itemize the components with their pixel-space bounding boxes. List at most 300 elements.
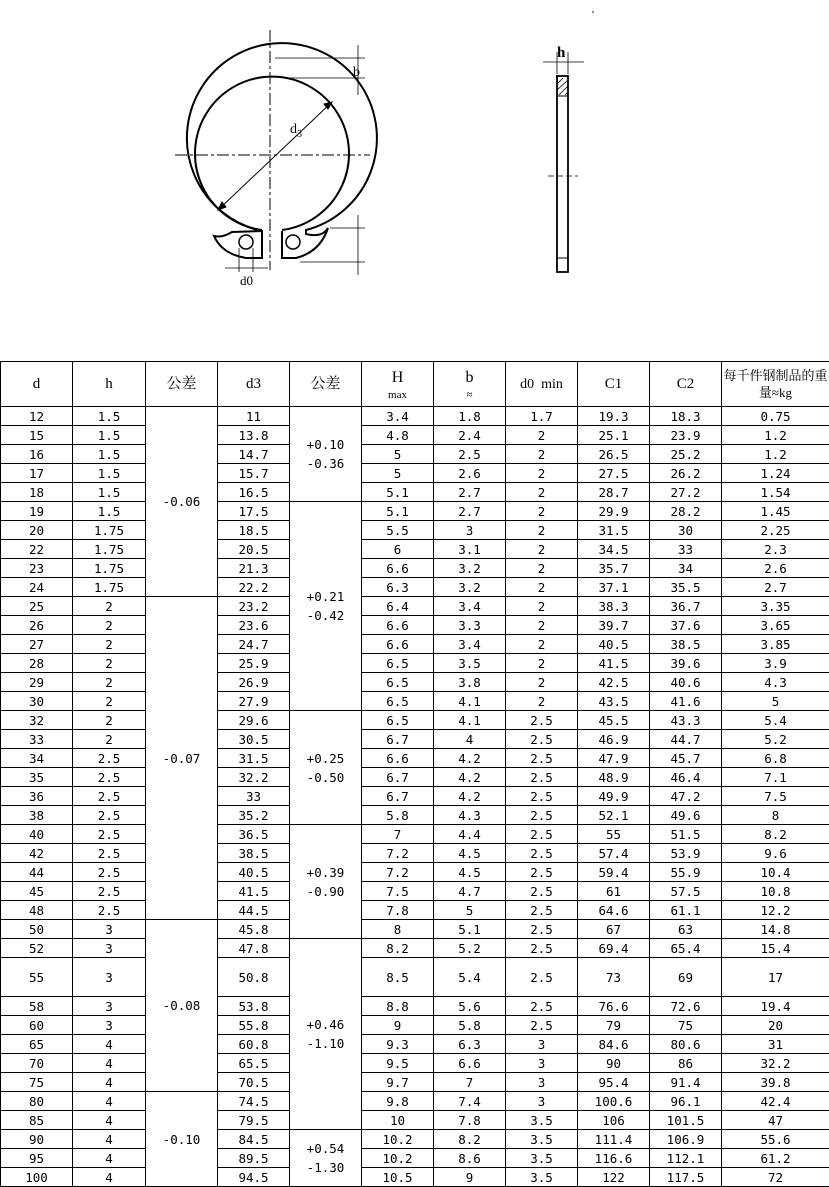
cell-d: 45: [1, 882, 73, 901]
cell-d0: 2.5: [506, 768, 578, 787]
table-row: [1, 958, 829, 997]
table-row: [1, 426, 829, 445]
cell-C1: 48.9: [578, 768, 650, 787]
cell-b: 3.1: [434, 540, 506, 559]
cell-C2: 39.6: [650, 654, 722, 673]
cell-w: 14.8: [722, 920, 829, 939]
cell-H: 6.7: [362, 768, 434, 787]
cell-b: 2.6: [434, 464, 506, 483]
cell-d3: 31.5: [218, 749, 290, 768]
cell-d3: 23.2: [218, 597, 290, 616]
cell-d3: 27.9: [218, 692, 290, 711]
cell-C1: 26.5: [578, 445, 650, 464]
table-row: [1, 1016, 829, 1035]
lug-hole-left: [239, 235, 253, 249]
cell-b: 4.1: [434, 692, 506, 711]
cell-H: 4.8: [362, 426, 434, 445]
cell-C2: 91.4: [650, 1073, 722, 1092]
cell-b: 4.1: [434, 711, 506, 730]
cell-b: 9: [434, 1168, 506, 1187]
cell-C2: 96.1: [650, 1092, 722, 1111]
table-row: [1, 1130, 829, 1149]
cell-h: 2.5: [73, 844, 146, 863]
cell-w: 6.8: [722, 749, 829, 768]
cell-d0: 2: [506, 654, 578, 673]
cell-h: 4: [73, 1149, 146, 1168]
cell-w: 2.6: [722, 559, 829, 578]
cell-d3: 53.8: [218, 997, 290, 1016]
table-row: [1, 1111, 829, 1130]
cell-b: 3.2: [434, 578, 506, 597]
cell-h: 4: [73, 1092, 146, 1111]
cell-d0: 2.5: [506, 825, 578, 844]
cell-b: 6.3: [434, 1035, 506, 1054]
cell-d3: 11: [218, 407, 290, 426]
d3-tolerance-cell: [290, 939, 362, 1130]
cell-b: 3: [434, 521, 506, 540]
cell-H: 6.6: [362, 635, 434, 654]
cell-d: 95: [1, 1149, 73, 1168]
cell-d0: 2: [506, 483, 578, 502]
cell-H: 6.6: [362, 559, 434, 578]
cell-d: 25: [1, 597, 73, 616]
cell-C2: 61.1: [650, 901, 722, 920]
cell-w: 8.2: [722, 825, 829, 844]
cell-b: 4.5: [434, 863, 506, 882]
cell-H: 7.2: [362, 844, 434, 863]
header-weight: 每千件钢制品的重量≈kg: [722, 362, 829, 407]
label-d0: d0: [240, 273, 253, 288]
cell-H: 6.5: [362, 692, 434, 711]
cell-C2: 28.2: [650, 502, 722, 521]
cell-C1: 95.4: [578, 1073, 650, 1092]
cell-C1: 67: [578, 920, 650, 939]
cell-d0: 2: [506, 521, 578, 540]
cell-H: 5.1: [362, 502, 434, 521]
table-row: [1, 578, 829, 597]
cell-w: 1.2: [722, 426, 829, 445]
cell-C1: 64.6: [578, 901, 650, 920]
cell-w: 17: [722, 958, 829, 997]
table-row: [1, 464, 829, 483]
cell-d: 17: [1, 464, 73, 483]
cell-d3: 13.8: [218, 426, 290, 445]
d3-tolerance-lower: -1.30: [290, 1158, 361, 1177]
cell-H: 9.3: [362, 1035, 434, 1054]
cell-d0: 2.5: [506, 863, 578, 882]
table-row: [1, 673, 829, 692]
cell-H: 7.2: [362, 863, 434, 882]
cell-b: 7.8: [434, 1111, 506, 1130]
cell-b: 5.2: [434, 939, 506, 958]
cell-d0: 2: [506, 464, 578, 483]
cell-w: 42.4: [722, 1092, 829, 1111]
d3-tolerance-lower: -0.50: [290, 768, 361, 787]
cell-d3: 70.5: [218, 1073, 290, 1092]
cell-b: 4: [434, 730, 506, 749]
cell-C1: 39.7: [578, 616, 650, 635]
cell-d3: 26.9: [218, 673, 290, 692]
table-row: [1, 1054, 829, 1073]
cell-H: 8.5: [362, 958, 434, 997]
cell-h: 2.5: [73, 901, 146, 920]
cell-d: 80: [1, 1092, 73, 1111]
cell-d: 26: [1, 616, 73, 635]
d3-tolerance-lower: -1.10: [290, 1034, 361, 1053]
table-row: [1, 844, 829, 863]
cell-H: 5.8: [362, 806, 434, 825]
cell-C2: 41.6: [650, 692, 722, 711]
cell-d0: 3: [506, 1073, 578, 1092]
cell-d3: 40.5: [218, 863, 290, 882]
cell-H: 3.4: [362, 407, 434, 426]
header-h: h: [73, 362, 146, 407]
cell-d: 48: [1, 901, 73, 920]
cell-w: 47: [722, 1111, 829, 1130]
d3-tolerance-upper: +0.46: [290, 1015, 361, 1034]
d3-tolerance-upper: +0.54: [290, 1139, 361, 1158]
d3-tolerance-upper: +0.39: [290, 863, 361, 882]
d3-dimension-line: [218, 102, 332, 210]
cell-b: 2.4: [434, 426, 506, 445]
cell-d3: 65.5: [218, 1054, 290, 1073]
cell-d0: 3.5: [506, 1130, 578, 1149]
cell-d: 15: [1, 426, 73, 445]
table-row: [1, 559, 829, 578]
header-h-tolerance: 公差: [146, 362, 218, 407]
cell-d: 40: [1, 825, 73, 844]
cell-H: 7.8: [362, 901, 434, 920]
cell-w: 19.4: [722, 997, 829, 1016]
cell-C2: 49.6: [650, 806, 722, 825]
cell-d: 36: [1, 787, 73, 806]
cell-C1: 116.6: [578, 1149, 650, 1168]
cell-d0: 2: [506, 616, 578, 635]
cell-b: 4.2: [434, 768, 506, 787]
cell-d0: 2: [506, 692, 578, 711]
cell-C2: 53.9: [650, 844, 722, 863]
cell-d: 12: [1, 407, 73, 426]
cell-C2: 35.5: [650, 578, 722, 597]
cell-h: 4: [73, 1130, 146, 1149]
cell-C1: 57.4: [578, 844, 650, 863]
table-row: [1, 616, 829, 635]
table-row: [1, 1073, 829, 1092]
cell-h: 2.5: [73, 806, 146, 825]
cell-H: 7: [362, 825, 434, 844]
cell-h: 4: [73, 1168, 146, 1187]
cell-H: 6: [362, 540, 434, 559]
cell-w: 4.3: [722, 673, 829, 692]
cell-C2: 72.6: [650, 997, 722, 1016]
table-row: [1, 654, 829, 673]
cell-C1: 76.6: [578, 997, 650, 1016]
cell-d3: 15.7: [218, 464, 290, 483]
table-row: [1, 597, 829, 616]
cell-d0: 2.5: [506, 997, 578, 1016]
cell-w: 7.5: [722, 787, 829, 806]
technical-drawing: [0, 0, 829, 360]
cell-d3: 25.9: [218, 654, 290, 673]
cell-C1: 84.6: [578, 1035, 650, 1054]
table-row: [1, 787, 829, 806]
d3-tolerance-lower: -0.42: [290, 606, 361, 625]
cell-C1: 73: [578, 958, 650, 997]
cell-w: 10.4: [722, 863, 829, 882]
cell-w: 0.75: [722, 407, 829, 426]
cell-d0: 3: [506, 1092, 578, 1111]
cell-C1: 37.1: [578, 578, 650, 597]
cell-H: 6.6: [362, 749, 434, 768]
side-view-body: [557, 76, 568, 272]
table-row: [1, 407, 829, 426]
cell-d: 50: [1, 920, 73, 939]
cell-C1: 79: [578, 1016, 650, 1035]
cell-d: 23: [1, 559, 73, 578]
cell-d: 75: [1, 1073, 73, 1092]
cell-H: 10.5: [362, 1168, 434, 1187]
table-row: [1, 1092, 829, 1111]
cell-d3: 38.5: [218, 844, 290, 863]
cell-w: 3.9: [722, 654, 829, 673]
cell-C2: 51.5: [650, 825, 722, 844]
cell-d: 60: [1, 1016, 73, 1035]
cell-C1: 49.9: [578, 787, 650, 806]
cell-d0: 2.5: [506, 939, 578, 958]
cell-h: 3: [73, 920, 146, 939]
ring-side-view: [543, 52, 584, 272]
cell-H: 5: [362, 464, 434, 483]
cell-d3: 47.8: [218, 939, 290, 958]
cell-C2: 27.2: [650, 483, 722, 502]
cell-H: 8: [362, 920, 434, 939]
cell-C2: 112.1: [650, 1149, 722, 1168]
cell-d: 65: [1, 1035, 73, 1054]
cell-h: 2.5: [73, 787, 146, 806]
cell-C2: 63: [650, 920, 722, 939]
table-row: [1, 1149, 829, 1168]
cell-C1: 52.1: [578, 806, 650, 825]
cell-w: 15.4: [722, 939, 829, 958]
table-row: [1, 920, 829, 939]
cell-d0: 2.5: [506, 730, 578, 749]
cell-b: 6.6: [434, 1054, 506, 1073]
cell-d3: 89.5: [218, 1149, 290, 1168]
cell-h: 1.5: [73, 445, 146, 464]
cell-d0: 2.5: [506, 901, 578, 920]
cell-d3: 14.7: [218, 445, 290, 464]
cell-h: 1.5: [73, 483, 146, 502]
cell-d: 20: [1, 521, 73, 540]
table-row: [1, 863, 829, 882]
cell-w: 1.45: [722, 502, 829, 521]
cell-h: 4: [73, 1054, 146, 1073]
cell-d: 100: [1, 1168, 73, 1187]
table-row: [1, 635, 829, 654]
cell-h: 2: [73, 654, 146, 673]
cell-w: 2.7: [722, 578, 829, 597]
cell-C2: 117.5: [650, 1168, 722, 1187]
cell-d0: 3.5: [506, 1168, 578, 1187]
cell-d0: 3: [506, 1054, 578, 1073]
table-row: [1, 882, 829, 901]
cell-d0: 3: [506, 1035, 578, 1054]
header-d: d: [1, 362, 73, 407]
cell-w: 1.2: [722, 445, 829, 464]
cell-d: 90: [1, 1130, 73, 1149]
h-tolerance-cell: -0.08: [146, 920, 218, 1092]
cell-h: 2: [73, 673, 146, 692]
cell-h: 3: [73, 939, 146, 958]
cell-h: 2: [73, 597, 146, 616]
cell-d: 28: [1, 654, 73, 673]
cell-H: 6.7: [362, 787, 434, 806]
cell-h: 2: [73, 730, 146, 749]
cell-d: 29: [1, 673, 73, 692]
cell-w: 3.35: [722, 597, 829, 616]
cell-d: 30: [1, 692, 73, 711]
cell-h: 2.5: [73, 863, 146, 882]
cell-C2: 26.2: [650, 464, 722, 483]
cell-C2: 43.3: [650, 711, 722, 730]
cell-b: 3.3: [434, 616, 506, 635]
cell-C2: 69: [650, 958, 722, 997]
cell-d3: 36.5: [218, 825, 290, 844]
table-header-row: [1, 362, 829, 407]
cell-w: 7.1: [722, 768, 829, 787]
cell-C2: 37.6: [650, 616, 722, 635]
cell-h: 2.5: [73, 768, 146, 787]
cell-w: 9.6: [722, 844, 829, 863]
cell-d3: 35.2: [218, 806, 290, 825]
cell-d: 27: [1, 635, 73, 654]
cell-w: 5: [722, 692, 829, 711]
cell-w: 32.2: [722, 1054, 829, 1073]
cell-w: 72: [722, 1168, 829, 1187]
header-C2: C2: [650, 362, 722, 407]
cell-d: 58: [1, 997, 73, 1016]
cell-C1: 35.7: [578, 559, 650, 578]
cell-w: 5.4: [722, 711, 829, 730]
table-row: [1, 730, 829, 749]
cell-b: 5.4: [434, 958, 506, 997]
cell-C2: 23.9: [650, 426, 722, 445]
cell-h: 1.75: [73, 521, 146, 540]
cell-d: 55: [1, 958, 73, 997]
d3-tolerance-lower: -0.36: [290, 454, 361, 473]
cell-H: 10: [362, 1111, 434, 1130]
cell-b: 4.7: [434, 882, 506, 901]
label-d3: $d_3$: [290, 122, 302, 140]
cell-C1: 45.5: [578, 711, 650, 730]
cell-h: 2: [73, 635, 146, 654]
cell-C2: 47.2: [650, 787, 722, 806]
cell-w: 3.65: [722, 616, 829, 635]
cell-d0: 1.7: [506, 407, 578, 426]
cell-C2: 45.7: [650, 749, 722, 768]
cell-C1: 40.5: [578, 635, 650, 654]
h-tolerance-cell: -0.10: [146, 1092, 218, 1187]
cell-d3: 41.5: [218, 882, 290, 901]
cell-d3: 24.7: [218, 635, 290, 654]
cell-C2: 30: [650, 521, 722, 540]
cell-b: 2.7: [434, 502, 506, 521]
cell-d3: 29.6: [218, 711, 290, 730]
cell-d3: 94.5: [218, 1168, 290, 1187]
cell-d3: 20.5: [218, 540, 290, 559]
cell-h: 3: [73, 958, 146, 997]
cell-d0: 3.5: [506, 1149, 578, 1168]
cell-h: 1.75: [73, 540, 146, 559]
cell-b: 4.3: [434, 806, 506, 825]
cell-C1: 106: [578, 1111, 650, 1130]
cell-w: 1.54: [722, 483, 829, 502]
cell-C1: 61: [578, 882, 650, 901]
cell-C2: 40.6: [650, 673, 722, 692]
cell-d0: 2.5: [506, 1016, 578, 1035]
cell-b: 7.4: [434, 1092, 506, 1111]
cell-b: 8.6: [434, 1149, 506, 1168]
cell-d: 44: [1, 863, 73, 882]
lug-hole-right: [286, 235, 300, 249]
cell-C2: 75: [650, 1016, 722, 1035]
cell-w: 5.2: [722, 730, 829, 749]
cell-d0: 2.5: [506, 711, 578, 730]
cell-d0: 2.5: [506, 844, 578, 863]
cell-C2: 46.4: [650, 768, 722, 787]
cell-C1: 90: [578, 1054, 650, 1073]
cell-w: 3.85: [722, 635, 829, 654]
header-d3-tolerance: 公差: [290, 362, 362, 407]
cell-h: 2: [73, 616, 146, 635]
cell-d3: 30.5: [218, 730, 290, 749]
table-row: [1, 825, 829, 844]
cell-d0: 2: [506, 445, 578, 464]
cell-C1: 42.5: [578, 673, 650, 692]
cell-w: 31: [722, 1035, 829, 1054]
cell-b: 7: [434, 1073, 506, 1092]
label-h: h: [557, 45, 566, 61]
table-row: [1, 692, 829, 711]
table-row: [1, 521, 829, 540]
cell-d3: 50.8: [218, 958, 290, 997]
cell-C1: 27.5: [578, 464, 650, 483]
cell-d: 24: [1, 578, 73, 597]
cell-H: 6.4: [362, 597, 434, 616]
cell-b: 3.8: [434, 673, 506, 692]
table-row: [1, 711, 829, 730]
cell-d3: 60.8: [218, 1035, 290, 1054]
cell-C1: 31.5: [578, 521, 650, 540]
cell-w: 39.8: [722, 1073, 829, 1092]
header-d0: d0 min: [506, 362, 578, 407]
cell-C2: 18.3: [650, 407, 722, 426]
cell-H: 5.5: [362, 521, 434, 540]
cell-H: 8.2: [362, 939, 434, 958]
cell-h: 1.75: [73, 559, 146, 578]
cell-h: 2.5: [73, 882, 146, 901]
cell-C1: 19.3: [578, 407, 650, 426]
cell-d0: 2: [506, 635, 578, 654]
cell-H: 6.5: [362, 711, 434, 730]
table-row: [1, 1035, 829, 1054]
cell-d0: 2: [506, 426, 578, 445]
cell-H: 5: [362, 445, 434, 464]
cell-d0: 2.5: [506, 749, 578, 768]
cell-d: 32: [1, 711, 73, 730]
cell-b: 5.6: [434, 997, 506, 1016]
cell-C2: 65.4: [650, 939, 722, 958]
